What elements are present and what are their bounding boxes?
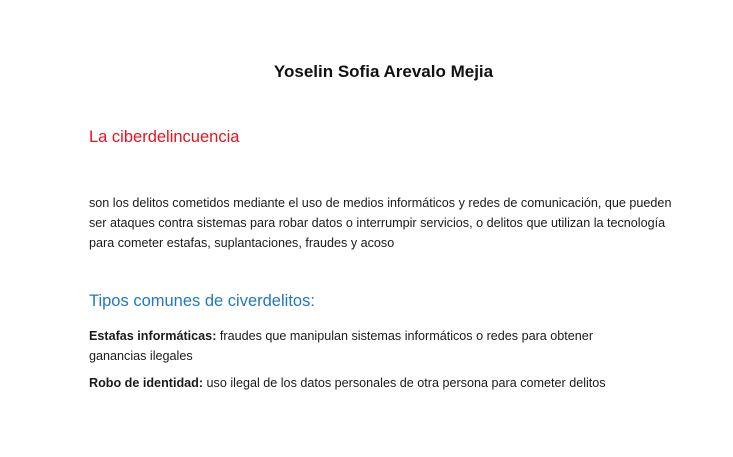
list-item: [89, 326, 649, 366]
section-heading-tipos: Tipos comunes de civerdelitos:: [89, 292, 315, 310]
item-description: uso ilegal de los datos personales de otra persona para cometer delitos: [203, 376, 606, 390]
item-description: fraudes que manipulan sistemas informáticos o redes para obtener ganancias ilegales: [89, 329, 594, 363]
author-name: Yoselin Sofia Arevalo Mejia: [273, 62, 494, 81]
definition-paragraph: son los delitos cometidos mediante el uso de medios informáticos y redes de comunicación, que pueden ser ataques contra sistemas para robar datos o interrumpir servicios, o delitos que utilizan la tecnología para cometer estafas, suplantaciones, fraudes y acoso: [89, 196, 672, 250]
item-term: Robo de identidad:: [89, 376, 204, 390]
list-item: [89, 373, 649, 393]
section-heading-ciberdelincuencia: La ciberdelincuencia: [89, 128, 240, 146]
item-term: Estafas informáticas:: [89, 329, 217, 343]
